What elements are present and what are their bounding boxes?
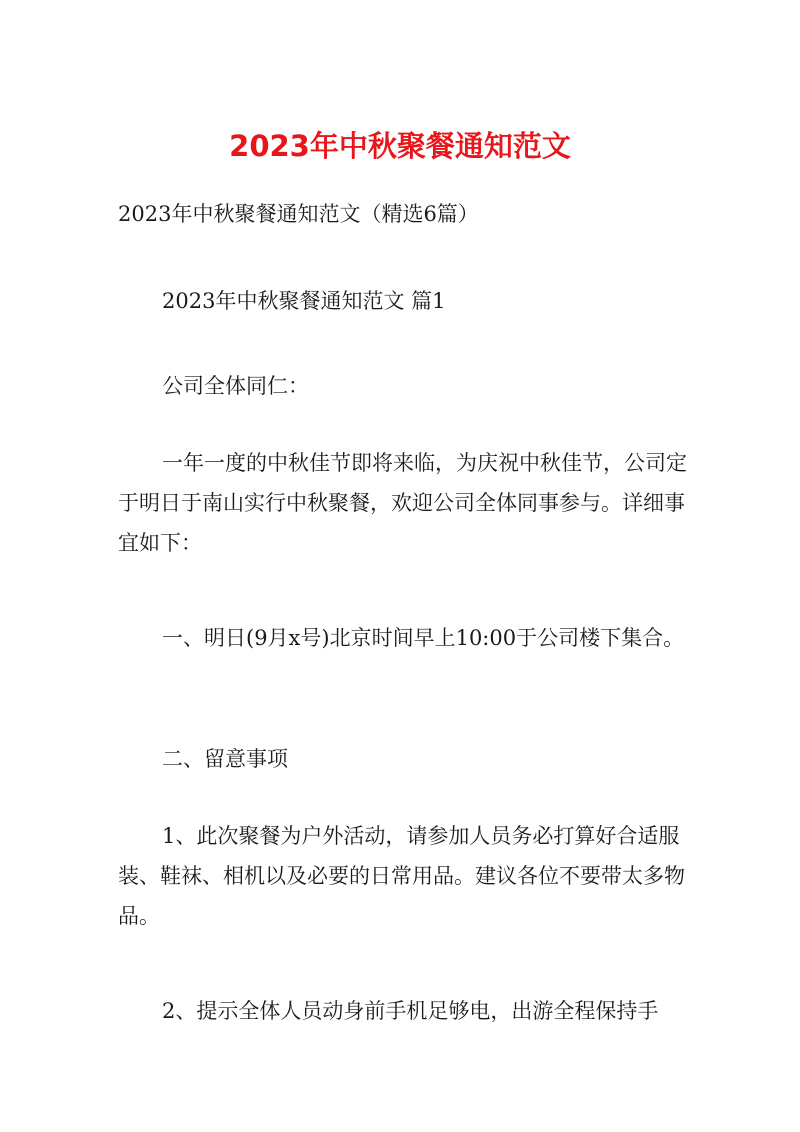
item-1-paragraph: 一、明日(9月x号)北京时间早上10:00于公司楼下集合。 (162, 626, 685, 650)
item-2-heading: 二、留意事项 (162, 747, 288, 771)
document-title: 2023年中秋聚餐通知范文 (229, 129, 571, 163)
greeting: 公司全体同仁： (162, 374, 309, 398)
note-1-paragraph: 1、此次聚餐为户外活动，请参加人员务必打算好合适服装、鞋袜、相机以及必要的日常用品。建议各位不要带太多物品。 (118, 824, 685, 928)
note-2-paragraph: 2、提示全体人员动身前手机足够电，出游全程保持手 (162, 999, 659, 1023)
document-subtitle: 2023年中秋聚餐通知范文（精选6篇） (118, 202, 479, 226)
section-heading: 2023年中秋聚餐通知范文 篇1 (162, 289, 446, 313)
intro-paragraph: 一年一度的中秋佳节即将来临，为庆祝中秋佳节，公司定于明日于南山实行中秋聚餐，欢迎公司全体同事参与。详细事宜如下： (118, 451, 687, 555)
